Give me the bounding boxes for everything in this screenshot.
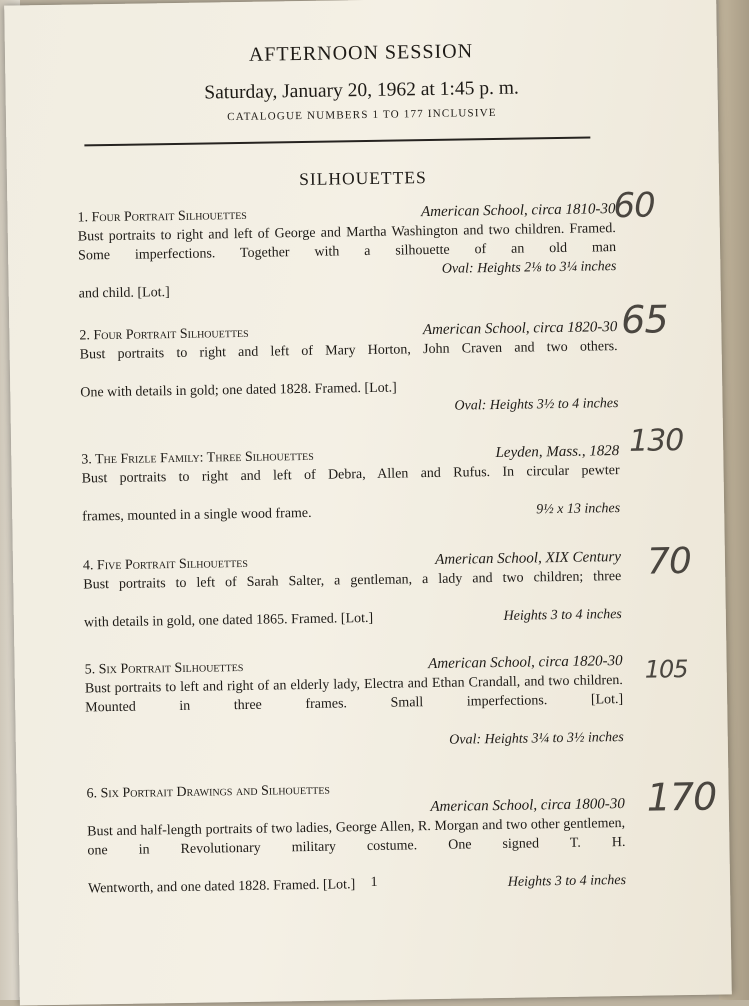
lot-entry: [83, 548, 622, 632]
lot-attribution: American School, circa 1820-30: [428, 653, 623, 673]
section-title: SILHOUETTES: [298, 167, 427, 190]
lot-entry: [81, 442, 620, 526]
catalogue-range: CATALOGUE NUMBERS 1 TO 177 INCLUSIVE: [227, 106, 497, 124]
lot-attribution: Leyden, Mass., 1828: [495, 443, 620, 461]
lot-dimensions: Oval: Heights 2⅛ to 3¼ inches: [441, 259, 617, 277]
lot-dimensions: 9½ x 13 inches: [536, 501, 621, 518]
lot-attribution: American School, XIX Century: [435, 549, 622, 568]
catalogue-page: [4, 0, 732, 1006]
lot-description: Bust and half-length portraits of two ladies, George Allen, R. Morgan and two other gentlemen, one in Revolutionary military costume. One signed T. H.: [87, 816, 626, 859]
handwritten-price: 130: [628, 423, 684, 459]
lot-attribution: American School, circa 1800-30: [430, 796, 625, 816]
page-content: [4, 0, 732, 1006]
lot-title: 5. Six Portrait Silhouettes: [84, 659, 244, 678]
handwritten-price: 70: [646, 540, 692, 583]
lot-title: 3. The Frizle Family: Three Silhouettes: [81, 448, 314, 468]
lot-description: Bust portraits to left and right of an elderly lady, Electra and Ethan Crandall, and two children. Mounted in three frames. Small imperfections. [Lot.]: [84, 673, 624, 716]
lot-description: Bust portraits to right and left of George and Martha Washington and two children. Framed. Some imperfections. Together with a silhouette of an old man: [77, 221, 617, 264]
lot-attribution: American School, circa 1810-30: [420, 201, 616, 221]
session-title: AFTERNOON SESSION: [248, 40, 474, 66]
handwritten-price: 105: [644, 655, 688, 684]
lot-dimensions: Oval: Heights 3½ to 4 inches: [454, 396, 619, 414]
handwritten-price: 170: [646, 774, 717, 820]
lot-description-end: with details in gold, one dated 1865. Framed. [Lot.]: [83, 610, 374, 631]
lot-dimensions: Oval: Heights 3¼ to 3½ inches: [449, 730, 624, 748]
lot-description-end: and child. [Lot.]: [78, 285, 170, 302]
lot-dimensions: Heights 3 to 4 inches: [503, 607, 622, 624]
handwritten-price: 65: [620, 297, 668, 342]
lot-description: Bust portraits to right and left of Debra, Allen and Rufus. In circular pewter: [81, 463, 620, 487]
lot-description: Bust portraits to right and left of Mary Horton, John Craven and two others.: [79, 339, 618, 363]
lot-entry: [84, 652, 623, 755]
lot-description-end: One with details in gold; one dated 1828. Framed. [Lot.]: [80, 380, 397, 401]
lot-description-end: Wentworth, and one dated 1828. Framed. [Lot.]: [87, 877, 356, 897]
lot-entry: [77, 200, 617, 322]
header-rule: [84, 136, 590, 146]
lot-title: 4. Five Portrait Silhouettes: [82, 555, 248, 574]
session-date: Saturday, January 20, 1962 at 1:45 p. m.: [204, 77, 519, 104]
lot-description: Bust portraits to left of Sarah Salter, a gentleman, a lady and two children; three: [83, 569, 622, 593]
lot-dimensions: Heights 3 to 4 inches: [507, 872, 627, 890]
lot-attribution: American School, circa 1820-30: [422, 319, 618, 339]
lot-title: 1. Four Portrait Silhouettes: [77, 207, 247, 226]
lot-title: 2. Four Portrait Silhouettes: [79, 325, 249, 344]
lot-entry: [79, 318, 618, 421]
lot-title: 6. Six Portrait Drawings and Silhouettes: [86, 782, 331, 802]
lot-description-end: frames, mounted in a single wood frame.: [82, 505, 312, 525]
handwritten-price: 60: [613, 185, 655, 227]
page-number: 1: [370, 874, 378, 891]
